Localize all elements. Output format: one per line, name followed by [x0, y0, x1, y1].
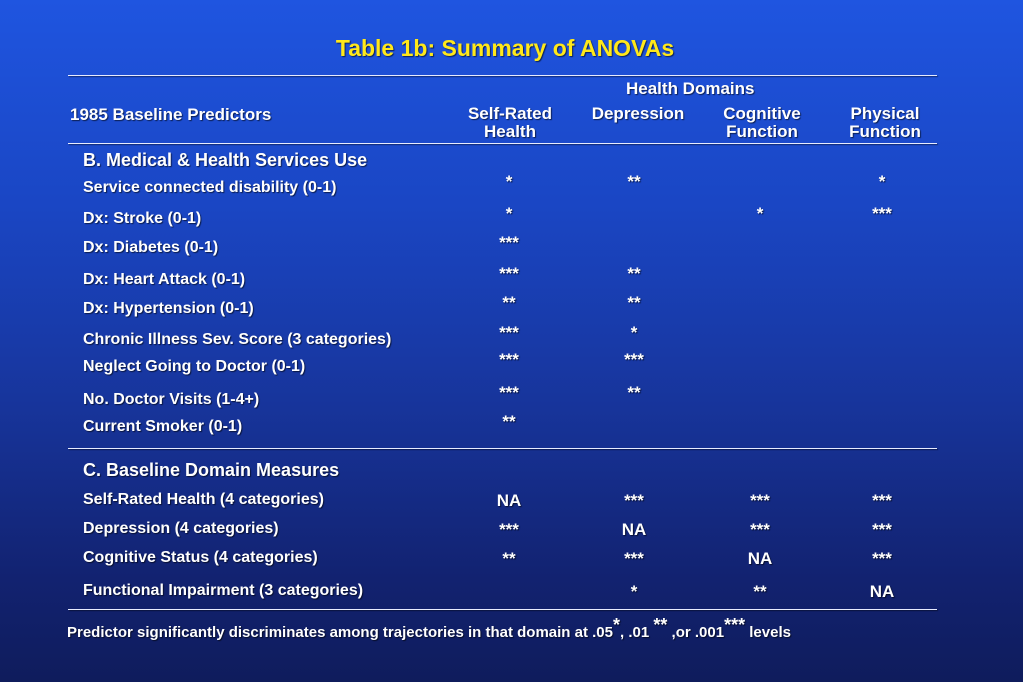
significance-cell: NA — [621, 520, 647, 539]
significance-cell: ** — [627, 264, 641, 283]
row-label: Service connected disability (0-1) — [83, 179, 337, 196]
significance-cell: * — [630, 582, 638, 601]
significance-cell: NA — [747, 549, 773, 568]
significance-cell: * — [878, 172, 886, 191]
significance-cell: *** — [872, 491, 892, 510]
row-label: Current Smoker (0-1) — [83, 418, 243, 435]
significance-cell: *** — [499, 383, 519, 402]
significance-cell: *** — [499, 233, 519, 252]
significance-cell: ** — [502, 549, 516, 568]
row-label: Depression (4 categories) — [83, 520, 279, 537]
column-header-line: Cognitive — [723, 104, 801, 123]
significance-cell: *** — [624, 350, 644, 369]
column-header-cognitive-function — [706, 105, 818, 141]
column-header-line: Health — [484, 122, 536, 141]
column-header-line: Self-Rated — [467, 104, 553, 123]
footnote-text: , .01 — [620, 624, 654, 641]
significance-cell: *** — [499, 264, 519, 283]
row-label: Functional Impairment (3 categories) — [83, 582, 364, 599]
baseline-predictors-header: 1985 Baseline Predictors — [70, 105, 272, 124]
header-bottom-rule — [68, 143, 937, 144]
significance-cell: * — [630, 323, 638, 342]
footnote-sup: * — [612, 615, 620, 635]
column-header-self-rated-health — [455, 105, 565, 141]
column-header-physical-function — [830, 105, 940, 141]
significance-cell: *** — [624, 549, 644, 568]
row-label: Dx: Hypertension (0-1) — [83, 300, 254, 317]
row-label: Chronic Illness Sev. Score (3 categories) — [83, 331, 392, 348]
column-header-depression — [578, 105, 698, 123]
column-header-line: Physical — [850, 104, 920, 123]
footnote-text: ,or .001 — [667, 624, 725, 641]
column-header-line: Function — [726, 122, 798, 141]
significance-cell: *** — [750, 491, 770, 510]
row-label: Dx: Heart Attack (0-1) — [83, 271, 246, 288]
section-divider-rule — [68, 448, 937, 449]
significance-cell: * — [756, 204, 764, 223]
significance-cell: NA — [869, 582, 895, 601]
significance-cell: *** — [624, 491, 644, 510]
significance-cell: * — [505, 204, 513, 223]
column-header-line: Depression — [591, 104, 685, 123]
footnote-sup: ** — [653, 615, 668, 635]
section-title-domain-measures: C. Baseline Domain Measures — [83, 460, 340, 480]
significance-cell: ** — [502, 293, 516, 312]
significance-cell: ** — [627, 172, 641, 191]
significance-cell: NA — [496, 491, 522, 510]
significance-cell: ** — [753, 582, 767, 601]
row-label: Neglect Going to Doctor (0-1) — [83, 358, 306, 375]
row-label: Dx: Diabetes (0-1) — [83, 239, 219, 256]
significance-cell: *** — [872, 549, 892, 568]
significance-cell: *** — [872, 204, 892, 223]
column-header-line: Function — [849, 122, 921, 141]
significance-cell: *** — [499, 520, 519, 539]
health-domains-header: Health Domains — [626, 79, 755, 98]
row-label: Cognitive Status (4 categories) — [83, 549, 318, 566]
footnote — [67, 615, 791, 641]
page-title: Table 1b: Summary of ANOVAs — [335, 35, 675, 61]
table-bottom-rule — [68, 609, 937, 610]
footnote-text: Predictor significantly discriminates among trajectories in that domain at .05 — [67, 624, 613, 641]
footnote-sup: *** — [724, 615, 746, 635]
significance-cell: ** — [627, 383, 641, 402]
row-label: Self-Rated Health (4 categories) — [83, 491, 324, 508]
significance-cell: ** — [627, 293, 641, 312]
significance-cell: *** — [872, 520, 892, 539]
section-title-medical: B. Medical & Health Services Use — [83, 150, 368, 170]
significance-cell: *** — [750, 520, 770, 539]
significance-cell: *** — [499, 323, 519, 342]
table-top-rule — [68, 75, 937, 76]
row-label: No. Doctor Visits (1-4+) — [83, 391, 260, 408]
row-label: Dx: Stroke (0-1) — [83, 210, 202, 227]
footnote-text: levels — [745, 624, 791, 641]
significance-cell: * — [505, 172, 513, 191]
significance-cell: *** — [499, 350, 519, 369]
significance-cell: ** — [502, 412, 516, 431]
